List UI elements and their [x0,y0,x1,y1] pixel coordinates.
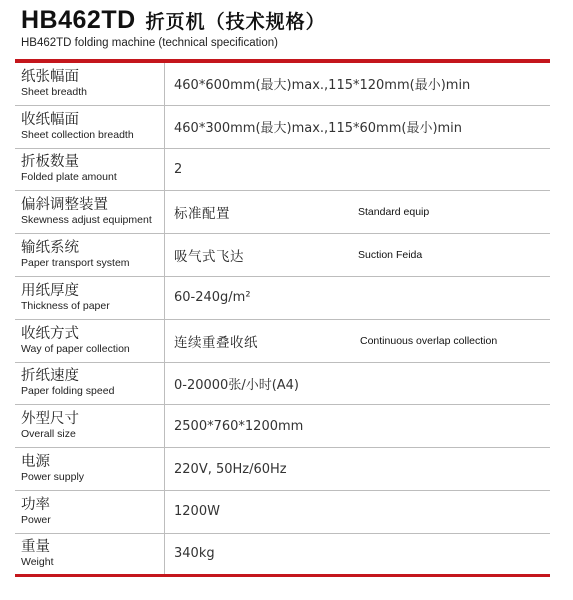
spec-label-en: Paper transport system [21,257,130,270]
spec-label-en: Sheet collection breadth [21,128,134,141]
spec-value-cell [165,277,550,319]
spec-value-cell [165,191,550,233]
spec-value-cell [165,448,550,490]
spec-value: 60-240g/m² [174,290,251,306]
spec-label [15,320,165,362]
spec-row-power-supply [15,448,550,491]
spec-label-cn: 重量 [21,538,50,555]
spec-label-en: Thickness of paper [21,299,110,312]
spec-label-en: Power supply [21,471,85,484]
spec-value-cell [165,63,550,105]
spec-row-power [15,491,550,534]
spec-label-cn: 折纸速度 [21,368,79,385]
spec-label-cn: 功率 [21,496,50,513]
spec-value: 460*300mm(最大)max.,115*60mm(最小)min [174,121,463,137]
spec-label-cn: 收纸方式 [21,325,79,342]
spec-label-cn: 偏斜调整装置 [21,197,108,214]
spec-label [15,234,165,276]
spec-label-en: Sheet breadth [21,85,87,98]
spec-row-weight [15,534,550,577]
spec-label [15,106,165,148]
spec-label-en: Folded plate amount [21,171,117,184]
spec-label-cn: 纸张幅面 [21,68,79,85]
spec-value-cell [165,405,550,447]
spec-row-folding-speed [15,363,550,406]
spec-label [15,405,165,447]
spec-label [15,277,165,319]
spec-label [15,63,165,105]
spec-label [15,149,165,191]
spec-value-cell [165,149,550,191]
spec-row-paper-transport [15,234,550,277]
spec-value: 标准配置 [174,206,230,223]
spec-value-en: Suction Feida [358,249,423,262]
spec-row-folded-plate-amount [15,149,550,192]
spec-value-cell [165,234,550,276]
spec-label-cn: 电源 [21,454,50,471]
spec-label-en: Power [21,513,51,526]
spec-value: 连续重叠收纸 [174,334,258,351]
page-subtitle: HB462TD folding machine (technical specification) [21,37,278,49]
spec-value-en: Continuous overlap collection [360,334,498,347]
spec-row-paper-thickness [15,277,550,320]
spec-label-en: Paper folding speed [21,385,115,398]
spec-row-sheet-breadth [15,63,550,106]
spec-label-en: Overall size [21,428,76,441]
spec-label [15,491,165,533]
spec-value: 1200W [174,504,220,520]
spec-label [15,534,165,574]
spec-value-en: Standard equip [358,206,430,219]
spec-value-cell [165,491,550,533]
spec-row-sheet-collection-breadth [15,106,550,149]
spec-row-skewness-adjust [15,191,550,234]
spec-label-en: Weight [21,555,54,568]
spec-label-en: Way of paper collection [21,342,130,355]
spec-label-en: Skewness adjust equipment [21,214,152,227]
spec-value-cell [165,320,550,362]
spec-label-cn: 外型尺寸 [21,411,79,428]
spec-value: 220V, 50Hz/60Hz [174,461,287,477]
spec-label-cn: 输纸系统 [21,240,79,257]
spec-row-paper-collection [15,320,550,363]
spec-row-overall-size [15,405,550,448]
spec-value: 340kg [174,546,215,562]
title-chinese: 折页机（技术规格） [145,11,326,33]
spec-label-cn: 用纸厚度 [21,282,79,299]
spec-label [15,191,165,233]
spec-label-cn: 折板数量 [21,154,79,171]
spec-value: 0-20000张/小时(A4) [174,377,300,393]
spec-value-cell [165,106,550,148]
spec-label [15,448,165,490]
spec-value-cell [165,534,550,574]
spec-value-cell [165,363,550,405]
spec-value: 吸气式飞达 [174,249,244,266]
spec-label-cn: 收纸幅面 [21,111,79,128]
spec-value: 460*600mm(最大)max.,115*120mm(最小)min [174,78,471,94]
spec-label [15,363,165,405]
model-name: HB462TD [21,6,136,34]
spec-value: 2500*760*1200mm [174,418,304,434]
page-title [21,6,326,36]
spec-table [15,59,550,577]
spec-value: 2 [174,161,183,177]
